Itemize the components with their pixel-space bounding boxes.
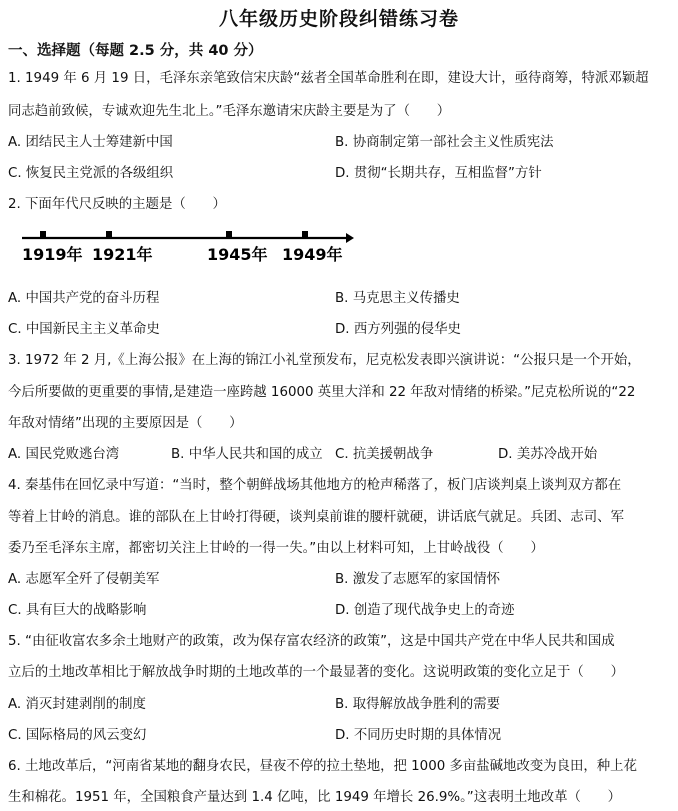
question-1-option-d: D. 贯彻“长期共存，互相监督”方针: [335, 166, 542, 181]
exam-title: 八年级历史阶段纠错练习卷: [218, 8, 459, 30]
question-3-option-a: A. 国民党败逃台湾: [8, 447, 120, 462]
question-1-option-a: A. 团结民主人士筹建新中国: [8, 135, 173, 150]
question-1-stem-line-2: 同志趋前致候，专诚欢迎先生北上。”毛泽东邀请宋庆龄主要是为了（ ）: [8, 104, 451, 119]
question-3-option-c: C. 抗美援朝战争: [335, 447, 434, 462]
timeline-tick-1945: [226, 231, 232, 239]
question-5-option-d: D. 不同历史时期的具体情况: [335, 728, 502, 743]
question-2-option-d: D. 西方列强的侵华史: [335, 322, 461, 337]
timeline-label-1949: 1949年: [282, 245, 343, 264]
timeline-label-1945: 1945年: [207, 245, 268, 264]
question-4-stem-line-3: 委乃至毛泽东主席，都密切关注上甘岭的一得一失。”由以上材料可知，上甘岭战役（ ）: [8, 541, 544, 556]
question-3-option-d: D. 美苏冷战开始: [498, 447, 598, 462]
timeline-tick-1921: [106, 231, 112, 239]
question-2-option-a: A. 中国共产党的奋斗历程: [8, 291, 160, 306]
question-2-stem: 2. 下面年代尺反映的主题是（ ）: [8, 197, 226, 212]
question-5-option-a: A. 消灭封建剥削的制度: [8, 697, 146, 712]
timeline-label-1919: 1919年: [22, 245, 83, 264]
year-timeline: [20, 226, 360, 266]
question-1-option-c: C. 恢复民主党派的各级组织: [8, 166, 174, 181]
question-1-stem-line-1: 1. 1949 年 6 月 19 日，毛泽东亲笔致信宋庆龄“兹者全国革命胜利在即，建设大计，亟待商筹，特派邓颖超: [8, 71, 649, 86]
question-4-stem-line-1: 4. 秦基伟在回忆录中写道：“当时，整个朝鲜战场其他地方的枪声稀落了，板门店谈判桌上谈判双方都在: [8, 478, 622, 493]
timeline-tick-1919: [40, 231, 46, 239]
section-heading: 一、选择题（每题 2.5 分，共 40 分）: [8, 43, 263, 59]
question-4-stem-line-2: 等着上甘岭的消息。谁的部队在上甘岭打得硬，谈判桌前谁的腰杆就硬，讲话底气就足。兵团、志司、军: [8, 510, 624, 525]
question-5-option-b: B. 取得解放战争胜利的需要: [335, 697, 500, 712]
question-1-option-b: B. 协商制定第一部社会主义性质宪法: [335, 135, 554, 150]
question-5-option-c: C. 国际格局的风云变幻: [8, 728, 147, 743]
timeline-arrow-icon: [346, 233, 354, 243]
question-4-option-a: A. 志愿军全歼了侵朝美军: [8, 572, 160, 587]
question-5-stem-line-2: 立后的土地改革相比于解放战争时期的土地改革的一个最显著的变化。这说明政策的变化立足于（ ）: [8, 665, 624, 680]
question-3-stem-line-3: 年敌对情绪”出现的主要原因是（ ）: [8, 416, 243, 431]
question-2-option-b: B. 马克思主义传播史: [335, 291, 460, 306]
question-6-stem-line-1: 6. 土地改革后，“河南省某地的翻身农民，昼夜不停的拉土垫地，把 1000 多亩盐碱地改变为良田，种上花: [8, 759, 637, 774]
question-3-stem-line-2: 今后所要做的更重要的事情,是建造一座跨越 16000 英里大洋和 22 年敌对情绪的桥梁。”尼克松所说的“22: [8, 385, 636, 400]
question-4-option-c: C. 具有巨大的战略影响: [8, 603, 147, 618]
question-4-option-d: D. 创造了现代战争史上的奇迹: [335, 603, 515, 618]
question-5-stem-line-1: 5. “由征收富农多余土地财产的政策，改为保存富农经济的政策”，这是中国共产党在中华人民共和国成: [8, 634, 615, 649]
timeline-label-1921: 1921年: [92, 245, 153, 264]
question-4-option-b: B. 激发了志愿军的家国情怀: [335, 572, 500, 587]
question-6-stem-line-2: 生和棉花。1951 年，全国粮食产量达到 1.4 亿吨，比 1949 年增长 26.9%。”这表明土地改革（ ）: [8, 790, 622, 805]
timeline-tick-1949: [302, 231, 308, 239]
question-3-option-b: B. 中华人民共和国的成立: [171, 447, 323, 462]
question-3-stem-line-1: 3. 1972 年 2 月,《上海公报》在上海的锦江小礼堂预发布，尼克松发表即兴演讲说：“公报只是一个开始，: [8, 353, 641, 368]
question-2-option-c: C. 中国新民主主义革命史: [8, 322, 160, 337]
